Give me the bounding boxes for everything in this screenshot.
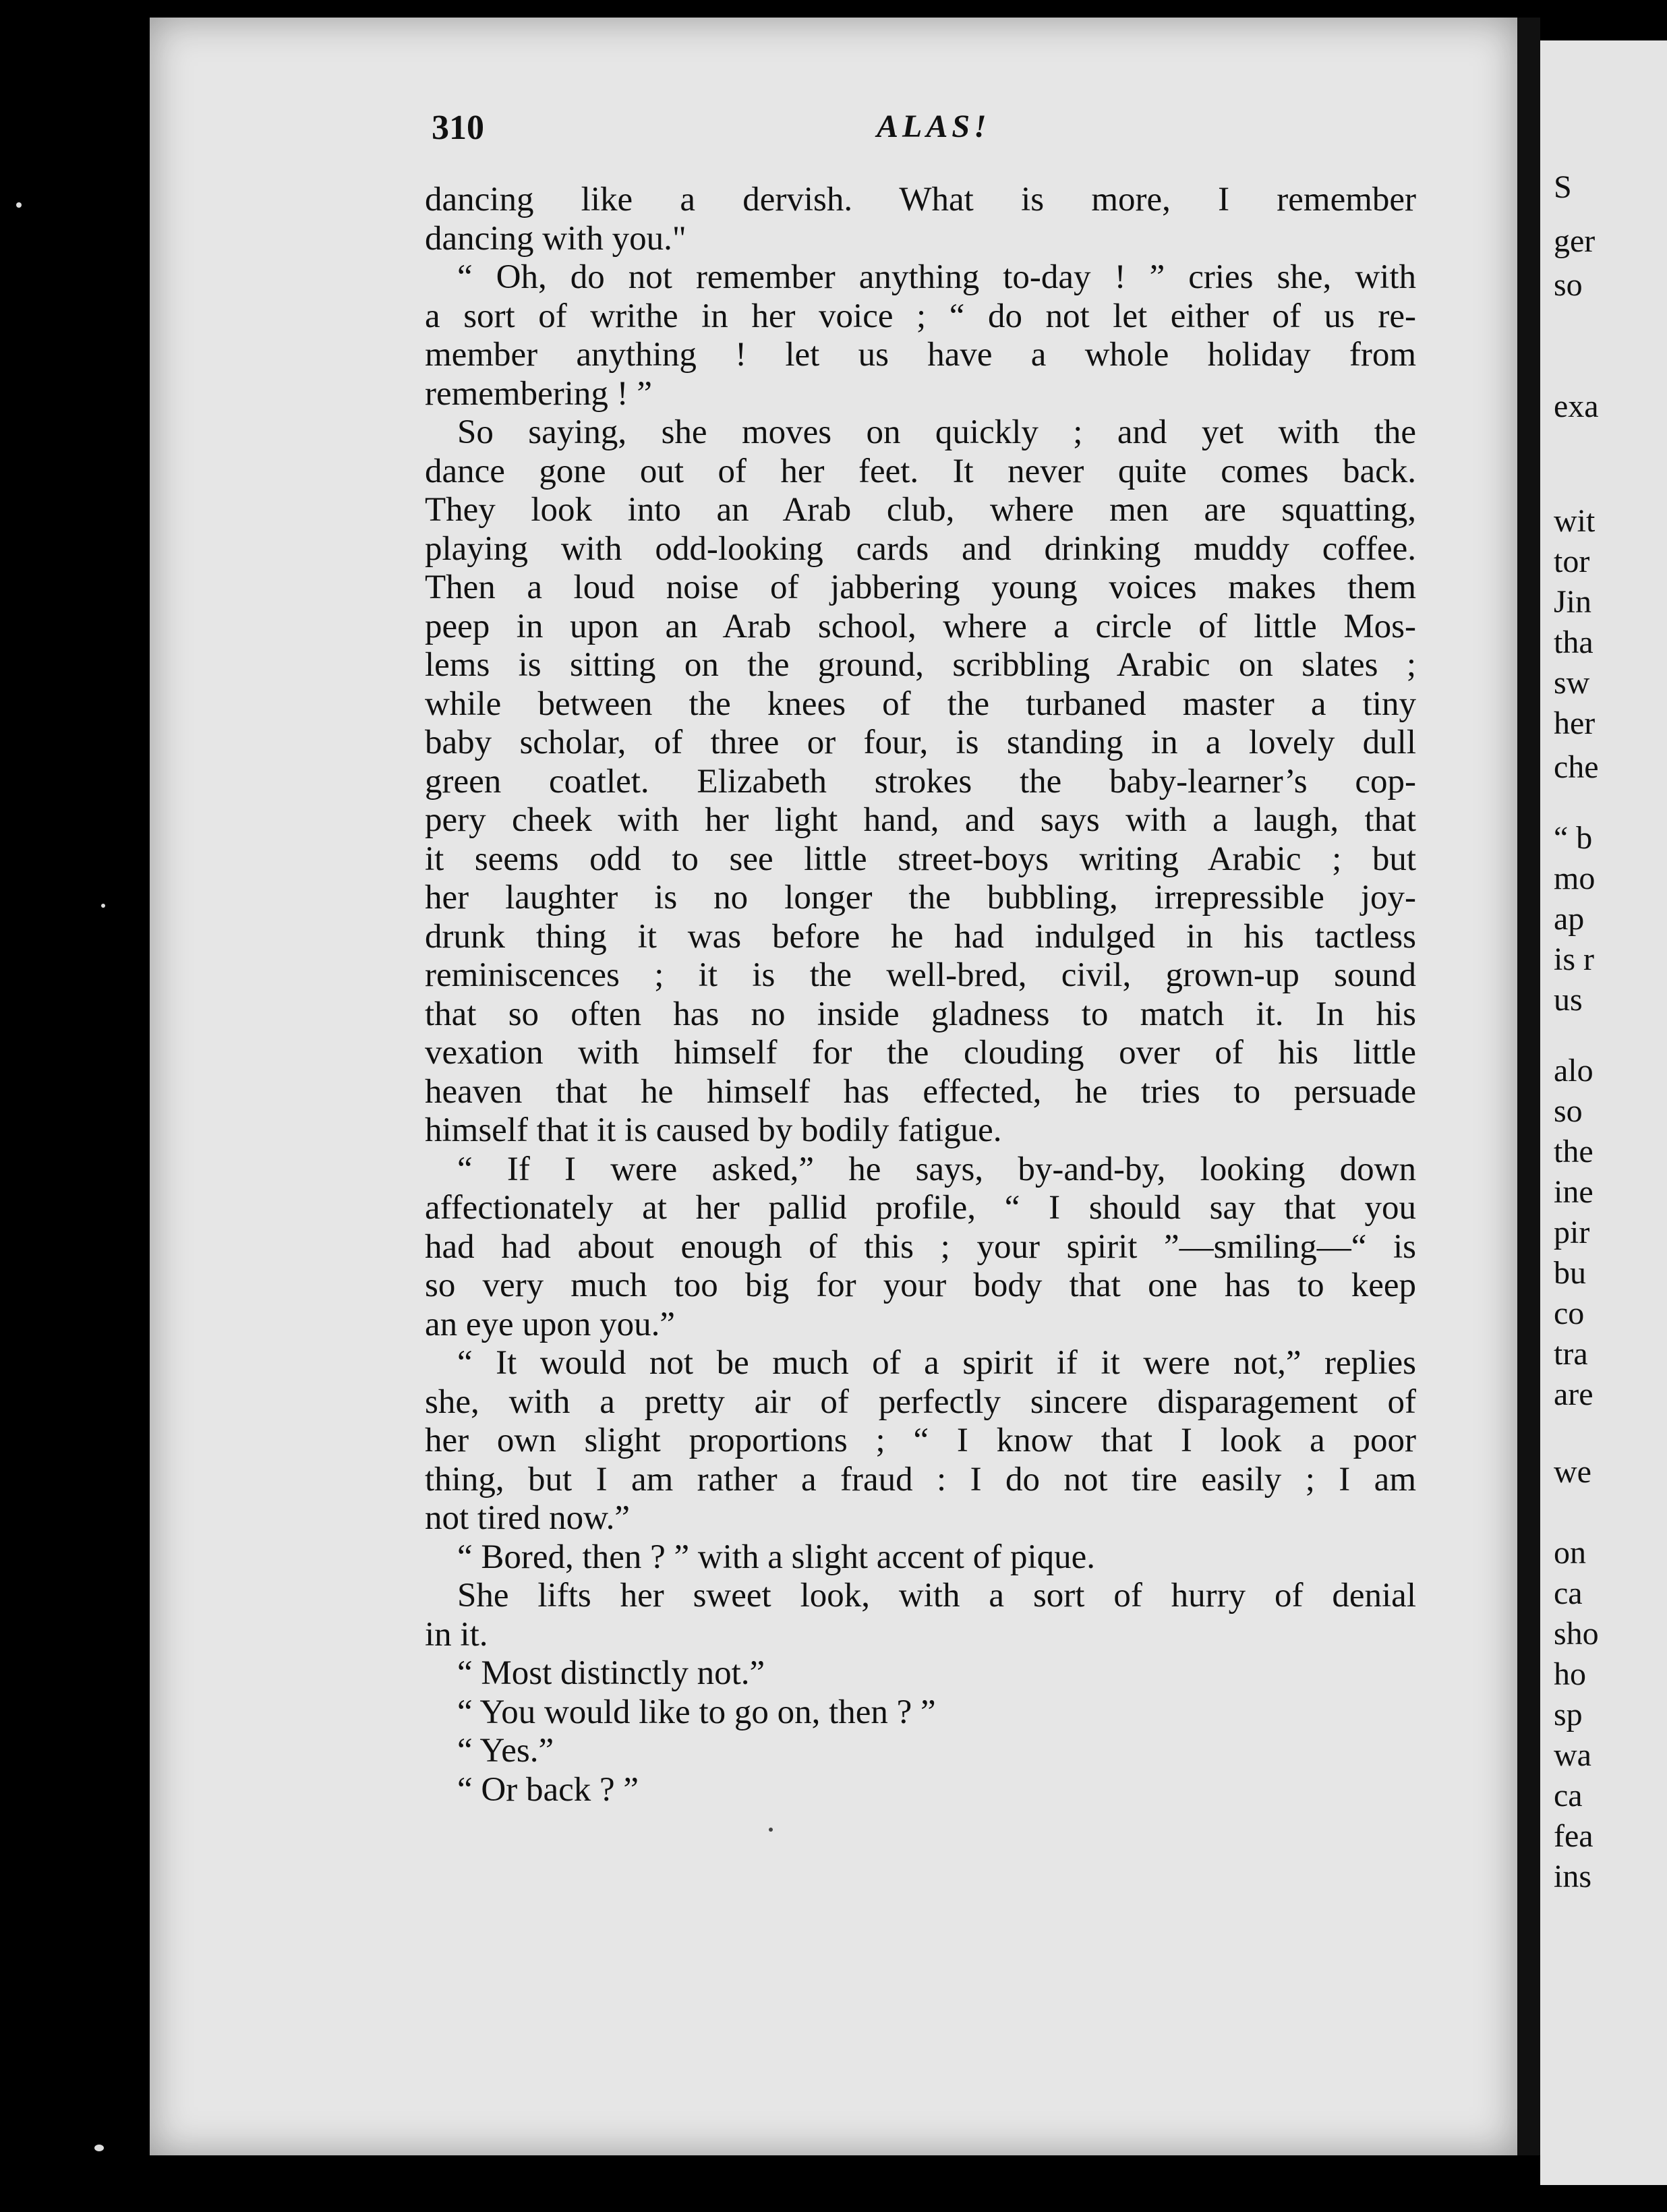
scan-speck <box>16 202 22 208</box>
page-gutter <box>1517 18 1540 2155</box>
text-line: not tired now.” <box>425 1499 631 1537</box>
facing-page-text: sw <box>1554 665 1590 701</box>
facing-page-text: is r <box>1554 941 1594 977</box>
facing-page-text: we <box>1554 1454 1591 1490</box>
facing-page-text: mo <box>1554 861 1596 896</box>
facing-page-text: co <box>1554 1296 1585 1331</box>
text-line: member anything ! let us have a whole holiday from <box>425 336 1416 374</box>
text-line: “ Bored, then ? ” with a slight accent of pique. <box>457 1538 1096 1576</box>
facing-page-text: sho <box>1554 1616 1599 1652</box>
text-line: “ Yes.” <box>457 1732 554 1770</box>
text-line: while between the knees of the turbaned master a tiny <box>425 685 1416 723</box>
facing-page-text: ine <box>1554 1174 1593 1210</box>
text-line: in it. <box>425 1615 488 1654</box>
text-line: dancing with you." <box>425 219 686 258</box>
facing-page-text: her <box>1554 705 1596 741</box>
text-line: dancing like a dervish. What is more, I remember <box>425 181 1416 219</box>
facing-page-text: che <box>1554 749 1599 785</box>
scan-speck <box>101 904 105 908</box>
text-line: “ If I were asked,” he says, by-and-by, looking down <box>457 1150 1416 1188</box>
facing-page-text: wa <box>1554 1737 1591 1773</box>
facing-page-text: are <box>1554 1376 1593 1412</box>
text-line: vexation with himself for the clouding over of his little <box>425 1034 1416 1072</box>
text-line: it seems odd to see little street-boys writing Arabic ; but <box>425 840 1416 878</box>
text-line: lems is sitting on the ground, scribbling Arabic on slates ; <box>425 646 1416 684</box>
facing-page-text: S <box>1554 169 1572 205</box>
text-line: She lifts her sweet look, with a sort of hurry of denial <box>457 1577 1416 1614</box>
text-line: thing, but I am rather a fraud : I do not tire easily ; I am <box>425 1460 1416 1498</box>
facing-page-text: bu <box>1554 1255 1586 1291</box>
facing-page-text: ap <box>1554 901 1585 937</box>
page-number: 310 <box>432 109 484 147</box>
scan-speck <box>94 2145 104 2151</box>
scan-speck <box>769 1828 773 1832</box>
text-line: So saying, she moves on quickly ; and yet with the <box>457 413 1416 451</box>
text-line: Then a loud noise of jabbering young voices makes them <box>425 569 1416 606</box>
text-line: “ Or back ? ” <box>457 1770 639 1809</box>
text-line: green coatlet. Elizabeth strokes the baby-learner’s cop- <box>425 762 1416 801</box>
facing-page-text: alo <box>1554 1053 1593 1088</box>
text-line: pery cheek with her light hand, and says with a laugh, that <box>425 801 1416 839</box>
facing-page-text: on <box>1554 1535 1586 1571</box>
facing-page-text: ca <box>1554 1575 1583 1611</box>
facing-page-text: wit <box>1554 503 1596 539</box>
text-line: had had about enough of this ; your spirit ”—smiling—“ is <box>425 1227 1416 1266</box>
text-line: reminiscences ; it is the well-bred, civil, grown-up sound <box>425 956 1416 994</box>
facing-page-text: so <box>1554 1093 1583 1129</box>
facing-page-text: tha <box>1554 624 1593 660</box>
text-line: dance gone out of her feet. It never quite comes back. <box>425 452 1416 490</box>
facing-page-text: the <box>1554 1134 1593 1169</box>
text-line: remembering ! ” <box>425 374 653 413</box>
facing-page-text: so <box>1554 267 1583 303</box>
text-line: heaven that he himself has effected, he tries to persuade <box>425 1072 1416 1111</box>
page-header <box>432 108 1416 155</box>
text-line: her laughter is no longer the bubbling, irrepressible joy- <box>425 879 1416 916</box>
facing-page-text: “ b <box>1554 820 1593 856</box>
text-line: an eye upon you.” <box>425 1305 676 1343</box>
text-line: that so often has no inside gladness to match it. In his <box>425 995 1416 1033</box>
text-line: himself that it is caused by bodily fatigue. <box>425 1111 1002 1149</box>
text-line: peep in upon an Arab school, where a circle of little Mos- <box>425 607 1416 645</box>
facing-page-text: exa <box>1554 388 1599 424</box>
text-line: so very much too big for your body that one has to keep <box>425 1267 1416 1304</box>
text-line: her own slight proportions ; “ I know that I look a poor <box>425 1422 1416 1459</box>
body-text <box>425 181 1416 1809</box>
facing-page-text: sp <box>1554 1697 1583 1733</box>
facing-page-text: ins <box>1554 1859 1592 1894</box>
text-line: “ It would not be much of a spirit if it were not,” replies <box>457 1344 1416 1382</box>
text-line: They look into an Arab club, where men are squatting, <box>425 491 1416 529</box>
text-line: drunk thing it was before he had indulged in his tactless <box>425 917 1416 956</box>
facing-page-fragment <box>1540 40 1667 2185</box>
running-head: ALAS! <box>877 109 991 144</box>
facing-page-text: ho <box>1554 1656 1586 1692</box>
facing-page-text: Jin <box>1554 584 1592 620</box>
facing-page-text: us <box>1554 982 1583 1018</box>
facing-page-text: tor <box>1554 544 1590 579</box>
text-line: “ You would like to go on, then ? ” <box>457 1693 936 1731</box>
text-line: “ Most distinctly not.” <box>457 1654 765 1692</box>
facing-page-text: fea <box>1554 1818 1593 1854</box>
facing-page-text: pir <box>1554 1215 1590 1250</box>
facing-page-text: ca <box>1554 1778 1583 1813</box>
text-line: a sort of writhe in her voice ; “ do not let either of us re- <box>425 297 1416 335</box>
text-line: baby scholar, of three or four, is standing in a lovely dull <box>425 724 1416 761</box>
text-line: playing with odd-looking cards and drinking muddy coffee. <box>425 529 1416 568</box>
text-line: “ Oh, do not remember anything to-day ! ” cries she, with <box>457 258 1416 296</box>
facing-page-text: tra <box>1554 1336 1588 1372</box>
text-line: she, with a pretty air of perfectly sincere disparagement of <box>425 1382 1416 1421</box>
facing-page-text: ger <box>1554 223 1596 259</box>
text-line: affectionately at her pallid profile, “ I should say that you <box>425 1189 1416 1227</box>
